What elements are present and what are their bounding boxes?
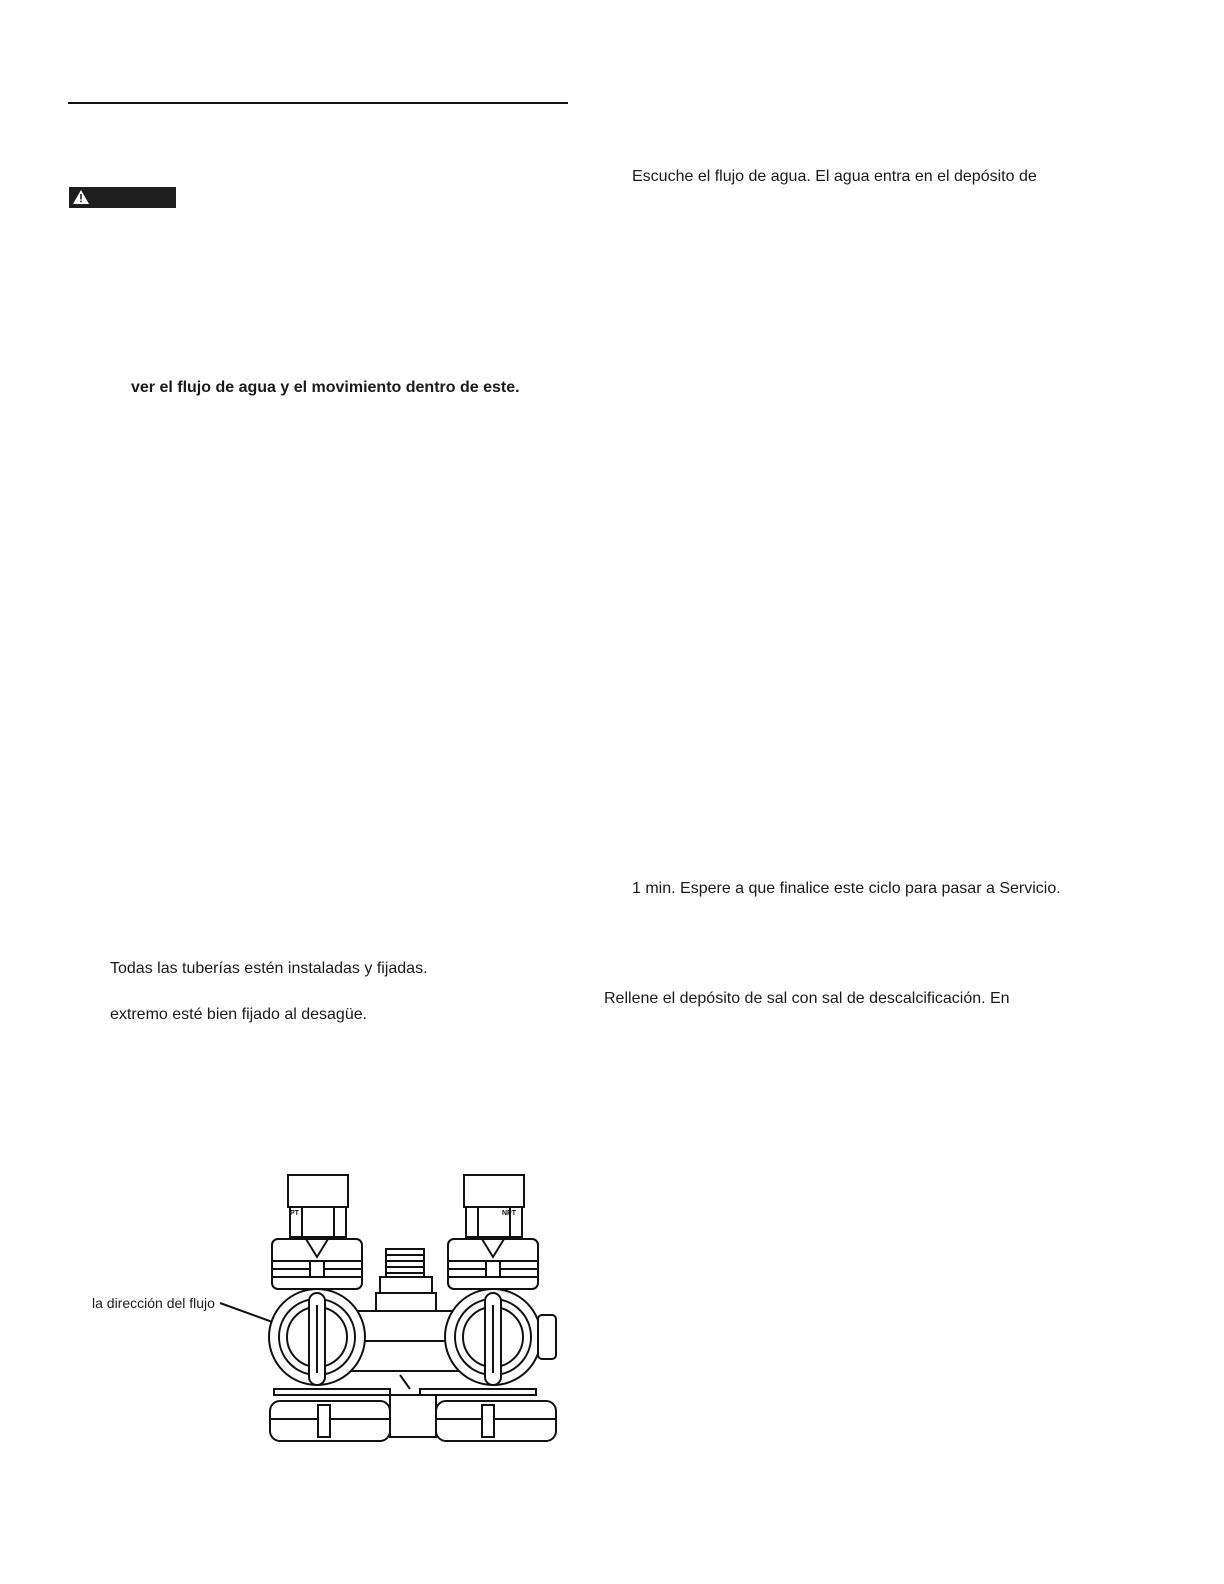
- bypass-valve-diagram: [210, 1165, 570, 1465]
- port-label-right: NPT: [502, 1210, 516, 1217]
- right-text-line: Rellene el depósito de sal con sal de descalcificación. En: [604, 990, 1010, 1007]
- left-text-line: extremo esté bien fijado al desagüe.: [110, 1006, 368, 1023]
- left-text-line: ver el flujo de agua y el movimiento dentro de este.: [131, 379, 520, 396]
- port-label-left: PT: [290, 1210, 299, 1217]
- right-text-line: 1 min. Espere a que finalice este ciclo para pasar a Servicio.: [632, 880, 1061, 897]
- figure-callout-label: la dirección del flujo: [92, 1295, 215, 1311]
- left-text-line: Todas las tuberías estén instaladas y fijadas.: [110, 960, 428, 977]
- right-text-line: Escuche el flujo de agua. El agua entra en el depósito de: [632, 168, 1037, 185]
- warning-triangle-icon: [72, 189, 90, 205]
- header-rule: [68, 102, 568, 104]
- warning-badge: [69, 187, 176, 208]
